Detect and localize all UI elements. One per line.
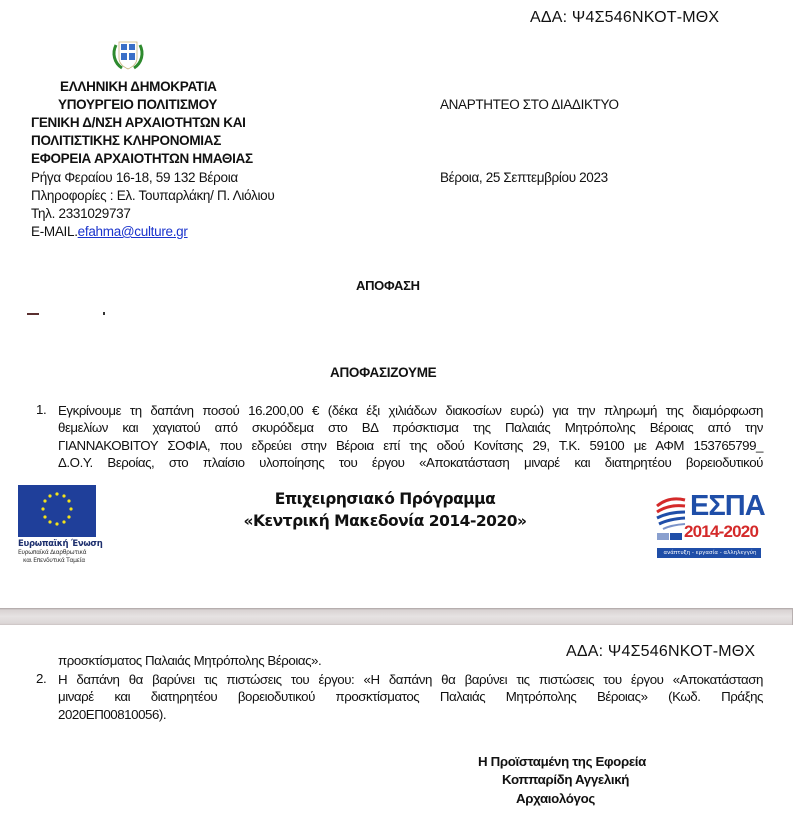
item-number-2: 2. <box>36 671 47 686</box>
page-break-separator <box>0 608 793 625</box>
item-2-line: 2020ΕΠ00810056). <box>58 706 167 722</box>
item-2-text <box>58 671 763 723</box>
decide-heading: ΑΠΟΦΑΣΙΖΟΥΜΕ <box>330 365 437 380</box>
program-name: Επιχειρησιακό Πρόγραμμα <box>274 490 496 508</box>
header-phone: Τηλ. 2331029737 <box>31 206 131 221</box>
espa-years: 2014-2020 <box>684 522 759 541</box>
header-ministry: ΥΠΟΥΡΓΕΙΟ ΠΟΛΙΤΙΣΜΟΥ <box>58 97 218 112</box>
ada-code-page2: ΑΔΑ: Ψ4Σ546ΝΚΟΤ-ΜΘΧ <box>566 643 756 660</box>
item-1-line: Εγκρίνουμε τη δαπάνη ποσού 16.200,00 € (δέκα έξι χιλιάδων διακοσίων ευρώ) για την πληρωμή της διαμόρφωση <box>58 403 763 418</box>
item-1-continuation: προσκτίσματος Παλαιάς Μητρόπολης Βέροιας». <box>58 653 322 668</box>
document-title: ΑΠΟΦΑΣΗ <box>356 278 420 293</box>
signature-title: Αρχαιολόγος <box>516 791 595 806</box>
item-number-1: 1. <box>36 402 47 417</box>
program-region: «Κεντρική Μακεδονία 2014-2020» <box>243 512 527 530</box>
item-1-line: Δ.Ο.Υ. Βεροίας, στο πλαίσιο υλοποίησης του έργου «Αποκατάσταση μιναρέ και διατηρητέου βορειοδυτικού <box>58 454 763 470</box>
ada-code: ΑΔΑ: Ψ4Σ546ΝΚΟΤ-ΜΘΧ <box>530 9 720 26</box>
header-email-row <box>31 224 188 239</box>
item-2-line: Η δαπάνη θα βαρύνει τις πιστώσεις του έργου: «Η δαπάνη θα βαρύνει τις πιστώσεις του έργου «Αποκατάσταση <box>58 672 763 687</box>
scan-mark <box>103 312 105 315</box>
date-place: Βέροια, 25 Σεπτεμβρίου 2023 <box>440 170 608 185</box>
eu-caption: Ευρωπαϊκή Ένωση <box>18 539 103 549</box>
eu-flag-icon <box>18 485 96 537</box>
header-heritage: ΠΟΛΙΤΙΣΤΙΚΗΣ ΚΛΗΡΟΝΟΜΙΑΣ <box>31 133 221 148</box>
scan-mark <box>27 313 39 315</box>
header-info: Πληροφορίες : Ελ. Τουπαρλάκη/ Π. Λιόλιου <box>31 188 275 203</box>
item-1-text <box>58 402 763 471</box>
eu-caption-sub: και Επενδυτικά Ταμεία <box>23 557 85 564</box>
header-address: Ρήγα Φεραίου 16-18, 59 132 Βέροια <box>31 170 238 185</box>
item-2-line: μιναρέ και διατηρητέου βορειοδυτικού προσκτίσματος Παλαιάς Μητρόπολης Βέροιας» (Κωδ. Πράξης <box>58 689 763 705</box>
espa-title: ΕΣΠΑ <box>690 490 765 522</box>
header-directorate: ΓΕΝΙΚΗ Δ/ΝΣΗ ΑΡΧΑΙΟΤΗΤΩΝ ΚΑΙ <box>31 115 246 130</box>
espa-tagline: ανάπτυξη - εργασία - αλληλεγγύη <box>663 550 757 556</box>
greek-coat-of-arms-icon <box>110 37 146 73</box>
publish-note: ΑΝΑΡΤΗΤΕΟ ΣΤΟ ΔΙΑΔΙΚΤΥΟ <box>440 97 619 112</box>
header-ephorate: ΕΦΟΡΕΙΑ ΑΡΧΑΙΟΤΗΤΩΝ ΗΜΑΘΙΑΣ <box>31 151 253 166</box>
signature-role: Η Προϊσταμένη της Εφορεία <box>478 754 646 769</box>
email-label: E-MAIL. <box>31 224 78 239</box>
item-1-line: θεμελίων και χαγιατού από σκυρόδεμα στο ΒΔ πρόσκτισμα της Παλαιάς Μητρόπολης Βέροιας από την <box>58 420 763 436</box>
item-1-line: ΓΙΑΝΝΑΚΟΒΙΤΟΥ ΣΟΦΙΑ, που εδρεύει στην Βέροια επί της οδού Κονίτσης 29, Τ.Κ. 59100 με ΑΦΜ 153765799_ <box>58 437 763 453</box>
eu-caption-sub: Ευρωπαϊκά Διαρθρωτικά <box>18 549 87 556</box>
header-republic: ΕΛΛΗΝΙΚΗ ΔΗΜΟΚΡΑΤΙΑ <box>60 79 217 94</box>
email-link[interactable]: efahma@culture.gr <box>77 224 188 239</box>
signature-name: Κοππαρίδη Αγγελική <box>502 772 630 787</box>
